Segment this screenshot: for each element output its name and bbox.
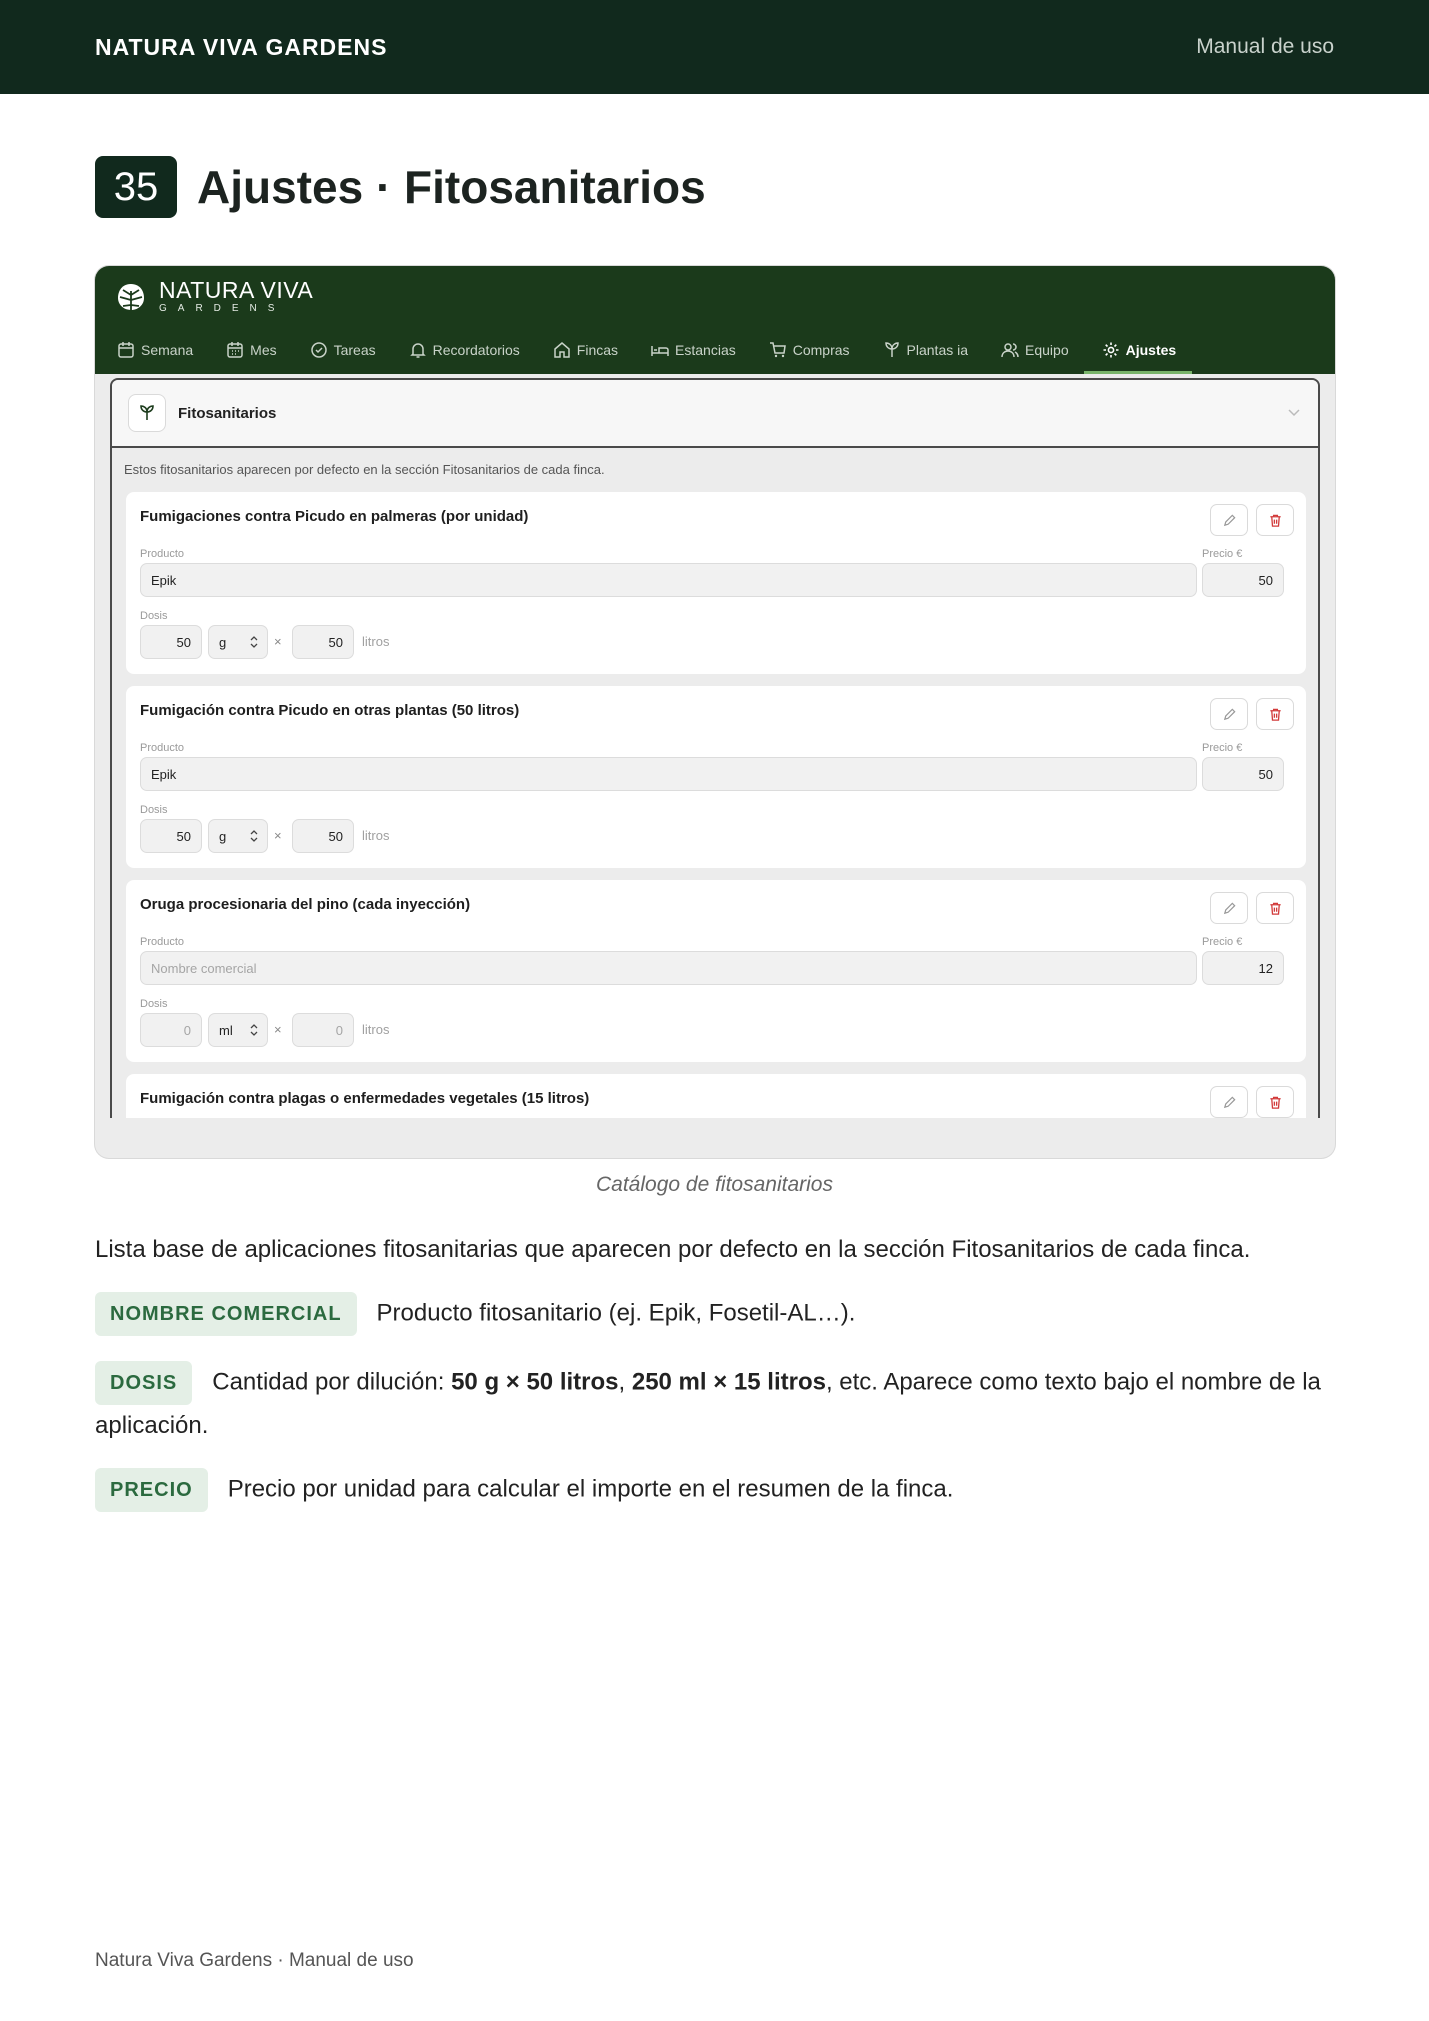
dose-unit-select[interactable] <box>208 1013 268 1047</box>
price-label: Precio € <box>1202 742 1243 754</box>
times-sign: × <box>274 634 282 649</box>
nav-recordatorios[interactable] <box>409 330 520 370</box>
nav-equipo[interactable] <box>1001 330 1069 370</box>
page-footer: Natura Viva Gardens · Manual de uso <box>95 1950 414 1971</box>
calendar-grid-icon <box>226 341 244 359</box>
nav-tareas[interactable] <box>310 330 376 370</box>
app-header <box>95 266 1335 374</box>
item-text: Cantidad por dilución: <box>212 1368 452 1396</box>
nav-label: Estancias <box>675 342 736 358</box>
page-manual-label: Manual de uso <box>1196 35 1334 58</box>
product-label: Producto <box>140 548 185 560</box>
dose-label: Dosis <box>140 610 168 622</box>
times-sign: × <box>274 828 282 843</box>
bed-icon <box>651 341 669 359</box>
delete-button[interactable] <box>1256 1086 1294 1118</box>
fitosanitarios-panel <box>110 378 1320 1118</box>
item-text-sep: , <box>618 1368 632 1396</box>
dose-amount-input[interactable]: 0 <box>140 1013 202 1047</box>
product-label: Producto <box>140 742 185 754</box>
page-header <box>0 0 1429 94</box>
card-title: Oruga procesionaria del pino (cada inyección) <box>140 896 471 913</box>
tag-nombre-comercial: NOMBRE COMERCIAL <box>95 1292 357 1336</box>
price-label: Precio € <box>1202 936 1243 948</box>
nav-label: Recordatorios <box>432 342 520 358</box>
bell-icon <box>409 341 427 359</box>
pencil-icon <box>1222 1095 1237 1110</box>
plant-icon <box>138 404 156 422</box>
nav-semana[interactable] <box>117 330 193 370</box>
price-input[interactable]: 12 <box>1202 951 1284 985</box>
dilution-input[interactable]: 0 <box>292 1013 354 1047</box>
calendar-icon <box>117 341 135 359</box>
app-screenshot <box>95 266 1335 1158</box>
nav-plantas-ia[interactable] <box>883 330 968 370</box>
select-arrows-icon <box>249 1023 259 1037</box>
item-text: Precio por unidad para calcular el importe en el resumen de la finca. <box>227 1475 954 1503</box>
intro-paragraph: Lista base de aplicaciones fitosanitarias que aparecen por defecto en la sección Fitosanitarios de cada finca. <box>95 1236 1251 1263</box>
nav-label: Mes <box>250 342 277 358</box>
product-input[interactable]: Epik <box>140 563 1197 597</box>
gear-icon <box>1102 341 1120 359</box>
select-arrows-icon <box>249 635 259 649</box>
product-label: Producto <box>140 936 185 948</box>
nav-estancias[interactable] <box>651 330 736 370</box>
dose-label: Dosis <box>140 804 168 816</box>
price-input[interactable]: 50 <box>1202 563 1284 597</box>
item-precio <box>95 1468 1335 1512</box>
select-arrows-icon <box>249 829 259 843</box>
card-title: Fumigación contra Picudo en otras plantas (50 litros) <box>140 702 520 719</box>
screenshot-caption: Catálogo de fitosanitarios <box>596 1173 833 1196</box>
users-icon <box>1001 341 1019 359</box>
dose-amount-input[interactable]: 50 <box>140 625 202 659</box>
item-nombre-comercial <box>95 1292 1335 1336</box>
dilution-input[interactable]: 50 <box>292 819 354 853</box>
nav-label: Plantas ia <box>906 342 969 358</box>
section-number-badge: 35 <box>95 156 177 218</box>
app-logo-name: NATURA VIVA <box>159 277 314 303</box>
home-icon <box>553 341 571 359</box>
panel-description: Estos fitosanitarios aparecen por defecto en la sección Fitosanitarios de cada finca. <box>124 462 605 477</box>
nav-label: Semana <box>141 342 194 358</box>
liters-unit: litros <box>362 1022 390 1037</box>
card-title: Fumigación contra plagas o enfermedades vegetales (15 litros) <box>140 1090 590 1107</box>
app-logo <box>115 278 313 316</box>
fitosanitario-card <box>126 492 1306 674</box>
item-text: , etc. Aparece como texto bajo el nombre de la aplicación. <box>95 1368 1321 1439</box>
dilution-input[interactable]: 50 <box>292 625 354 659</box>
trash-icon <box>1268 707 1283 722</box>
edit-button[interactable] <box>1210 504 1248 536</box>
section-heading: Ajustes · Fitosanitarios <box>197 161 706 213</box>
delete-button[interactable] <box>1256 504 1294 536</box>
nav-compras[interactable] <box>769 330 850 370</box>
nav-mes[interactable] <box>226 330 276 370</box>
nav-label: Compras <box>792 342 850 358</box>
edit-button[interactable] <box>1210 1086 1248 1118</box>
cart-icon <box>769 341 787 359</box>
delete-button[interactable] <box>1256 892 1294 924</box>
delete-button[interactable] <box>1256 698 1294 730</box>
dose-unit-value: ml <box>219 1022 233 1038</box>
price-input[interactable]: 50 <box>1202 757 1284 791</box>
tag-dosis: DOSIS <box>95 1361 192 1405</box>
tag-precio: PRECIO <box>95 1468 208 1512</box>
panel-title: Fitosanitarios <box>178 404 277 422</box>
trash-icon <box>1268 1095 1283 1110</box>
pencil-icon <box>1222 513 1237 528</box>
dose-unit-select[interactable] <box>208 625 268 659</box>
dose-unit-value: g <box>219 828 227 844</box>
card-title: Fumigaciones contra Picudo en palmeras (por unidad) <box>140 508 529 525</box>
nav-label: Tareas <box>333 342 376 358</box>
edit-button[interactable] <box>1210 892 1248 924</box>
page-brand: NATURA VIVA GARDENS <box>95 33 388 60</box>
check-circle-icon <box>310 341 328 359</box>
liters-unit: litros <box>362 634 390 649</box>
nav-label: Fincas <box>576 342 619 358</box>
panel-icon-box <box>128 394 166 432</box>
fitosanitario-card <box>126 880 1306 1062</box>
fitosanitario-card <box>126 686 1306 868</box>
app-nav <box>117 330 1209 374</box>
edit-button[interactable] <box>1210 698 1248 730</box>
nav-ajustes[interactable] <box>1102 330 1177 370</box>
pencil-icon <box>1222 901 1237 916</box>
section-title <box>95 156 706 218</box>
nav-label: Ajustes <box>1125 342 1177 358</box>
pencil-icon <box>1222 707 1237 722</box>
app-logo-subtitle: GARDENS <box>159 303 286 314</box>
trash-icon <box>1268 901 1283 916</box>
item-text: Producto fitosanitario (ej. Epik, Fosetil-AL…). <box>376 1299 856 1327</box>
dose-unit-value: g <box>219 634 227 650</box>
dose-label: Dosis <box>140 998 168 1010</box>
trash-icon <box>1268 513 1283 528</box>
dose-example-1: 50 g × 50 litros <box>451 1368 619 1396</box>
product-input[interactable]: Epik <box>140 757 1197 791</box>
chevron-down-icon[interactable] <box>1286 404 1302 420</box>
times-sign: × <box>274 1022 282 1037</box>
nav-fincas[interactable] <box>553 330 618 370</box>
item-dosis <box>95 1361 1335 1447</box>
dose-unit-select[interactable] <box>208 819 268 853</box>
plant-icon <box>883 341 901 359</box>
panel-header[interactable] <box>112 380 1318 448</box>
liters-unit: litros <box>362 828 390 843</box>
fitosanitario-card <box>126 1074 1306 1118</box>
price-label: Precio € <box>1202 548 1243 560</box>
dose-example-2: 250 ml × 15 litros <box>631 1368 826 1396</box>
dose-amount-input[interactable]: 50 <box>140 819 202 853</box>
nav-label: Equipo <box>1025 342 1069 358</box>
product-input[interactable]: Nombre comercial <box>140 951 1197 985</box>
monstera-leaf-icon <box>115 281 147 313</box>
